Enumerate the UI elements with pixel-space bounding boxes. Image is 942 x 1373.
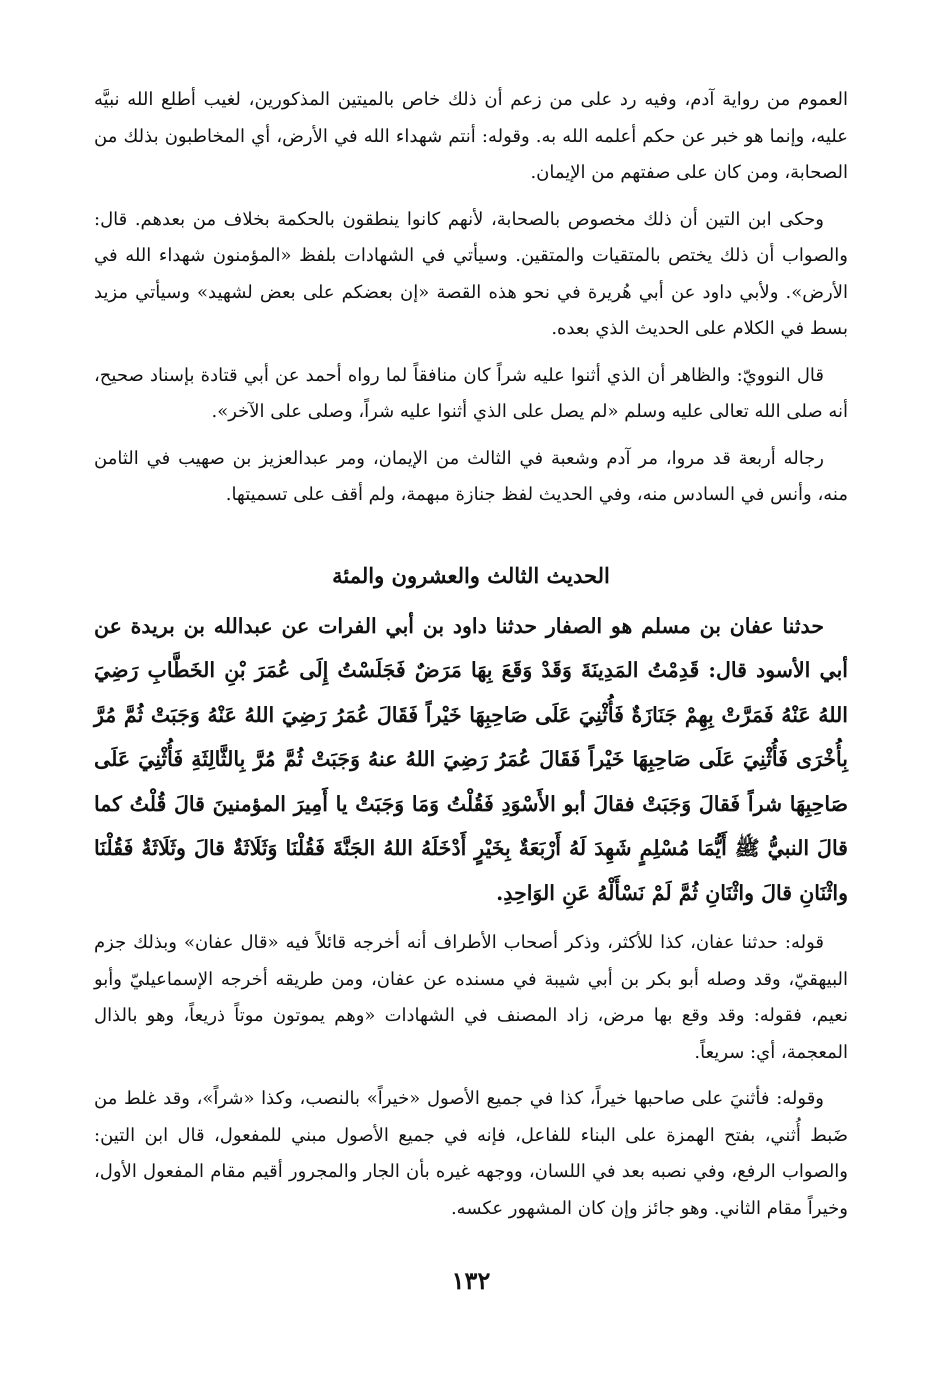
commentary-paragraph-4: رجاله أربعة قد مروا، مر آدم وشعبة في الثالث من الإيمان، ومر عبدالعزيز بن صهيب في الثامن منه، وأنس في السادس منه، وفي الحديث لفظ جنازة مبهمة، ولم أقف على تسميتها. [94, 447, 848, 505]
page-number: ١٣٢ [451, 1266, 491, 1295]
section-heading: الحديث الثالث والعشرون والمئة [332, 562, 610, 588]
page-body [94, 82, 848, 1237]
commentary-paragraph-2: وحكى ابن التين أن ذلك مخصوص بالصحابة، لأنهم كانوا ينطقون بالحكمة بخلاف من بعدهم. قال: والصواب أن ذلك يختص بالمتقيات والمتقين. وسيأتي في الشهادات بلفظ «المؤمنون شهداء الله في الأرض». ولأبي داود عن أبي هُريرة في نحو هذه القصة «إن بعضكم على بعض لشهيد» وسيأتي مزيد بسط في الكلام على الحديث الذي بعده. [94, 208, 848, 339]
commentary-paragraph-1: العموم من رواية آدم، وفيه رد على من زعم أن ذلك خاص بالميتين المذكورين، لغيب أطلع الله نبيَّه عليه، وإنما هو خبر عن حكم أعلمه الله به. وقوله: أنتم شهداء الله في الأرض، أي المخاطبون بذلك من الصحابة، ومن كان على صفتهم من الإيمان. [94, 89, 848, 183]
commentary-paragraph-3: قال النوويّ: والظاهر أن الذي أثنوا عليه شراً كان منافقاً لما رواه أحمد عن أبي قتادة بإسناد صحيح، أنه صلى الله تعالى عليه وسلم «لم يصل على الذي أثنوا عليه شراً، وصلى على الآخر». [94, 364, 848, 422]
commentary-paragraph-5: قوله: حدثنا عفان، كذا للأكثر، وذكر أصحاب الأطراف أنه أخرجه قائلاً فيه «قال عفان» وبذلك جزم البيهقيّ، وقد وصله أبو بكر بن أبي شيبة في مسنده عن عفان، ومن طريقه أخرجه الإسماعيليّ وأبو نعيم، فقوله: وقد وقع بها مرض، زاد المصنف في الشهادات «وهم يموتون موتاً ذريعاً، وهو بالذال المعجمة، أي: سريعاً. [94, 932, 848, 1063]
commentary-paragraph-6: وقوله: فأثنيَ على صاحبها خيراً، كذا في جميع الأصول «خيراً» بالنصب، وكذا «شراً»، وقد غلط من ضَبط أُثني، بفتح الهمزة على البناء للفاعل، فإنه في جميع الأصول مبني للمفعول، قال ابن التين: والصواب الرفع، وفي نصبه بعد في اللسان، ووجهه غيره بأن الجار والمجرور أقيم مقام المفعول الأول، وخيراً مقام الثاني. وهو جائز وإن كان المشهور عكسه. [94, 1088, 848, 1219]
hadith-text: حدثنا عفان بن مسلم هو الصفار حدثنا داود بن أبي الفرات عن عبدالله بن بريدة عن أبي الأسود قال: قَدِمْتُ المَدِينَةَ وَقَدْ وَقَعَ بِهَا مَرَضٌ فَجَلَسْتُ إِلَى عُمَرَ بْنِ الخَطَّابِ رَضِيَ اللهُ عَنْهُ فَمَرَّتْ بِهِمْ جَنَازَةٌ فَأُثْنِيَ عَلَى صَاحِبِهَا خَيْراً فَقَالَ عُمَرُ رَضِيَ اللهُ عَنْهُ وَجَبَتْ ثُمَّ مُرَّ بِأُخْرَى فَأُثْنِيَ عَلَى صَاحِبِهَا خَيْراً فَقَالَ عُمَرُ رَضِيَ اللهُ عنهُ وَجَبَتْ ثُمَّ مُرَّ بِالثَّالِثَةِ فَأُثْنِيَ عَلَى صَاحِبِهَا شراً فَقالَ وَجَبَتْ فقالَ أبو الأَسْوَدِ فَقُلْتُ وَمَا وَجَبَتْ يا أَمِيرَ المؤمنينَ قالَ قُلْتُ كما قالَ النبيُّ ﷺ أَيُّمَا مُسْلِمٍ شَهِدَ لَهُ أَرْبَعَةٌ بِخَيْرٍ أَدْخَلَهُ اللهُ الجَنَّةَ فَقُلْنَا وَثَلَاثَةٌ قالَ وثَلَاثَةٌ فَقُلْنَا واثْنَانِ قالَ واثْنَانِ ثُمَّ لَمْ نَسْأَلْهُ عَنِ الوَاحِدِ. [94, 613, 848, 905]
